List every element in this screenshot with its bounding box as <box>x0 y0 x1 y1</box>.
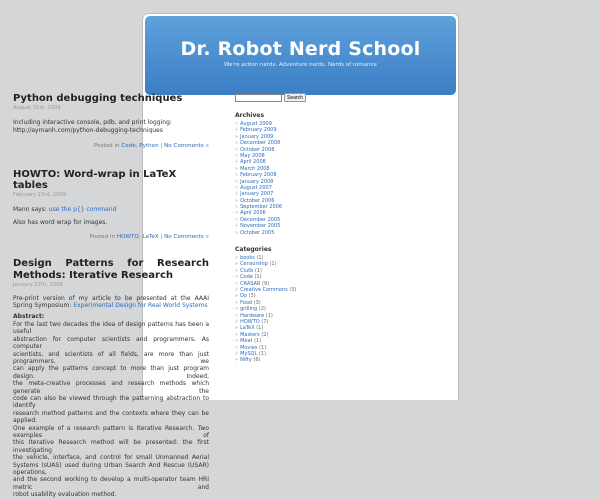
archive-link[interactable]: May 2008 <box>240 152 265 159</box>
abstract-line: abstraction for computer scientists and programmers. As computer <box>13 335 209 351</box>
abstract-line: scientists, and scientists of all fields, are more than just programmers, we <box>13 350 209 365</box>
category-count: (3) <box>252 299 261 306</box>
post-date: January 27th, 2009 <box>13 282 63 289</box>
bullet-icon: » <box>235 344 239 351</box>
archive-link[interactable]: November 2005 <box>240 223 281 230</box>
search-button[interactable]: Search <box>284 93 306 102</box>
category-count: (7) <box>259 318 269 325</box>
archive-link[interactable]: September 2006 <box>240 204 283 211</box>
category-item <box>235 357 305 363</box>
bullet-icon: » <box>235 261 239 268</box>
category-count: (1) <box>252 338 262 345</box>
category-count: (3) <box>287 286 297 293</box>
category-link[interactable]: Python <box>139 143 159 150</box>
bullet-icon: » <box>235 286 239 293</box>
bullet-icon: » <box>235 127 239 134</box>
archives-heading: Archives <box>235 112 265 119</box>
archive-link[interactable]: August 2009 <box>240 121 272 127</box>
post <box>13 93 209 151</box>
archive-link[interactable]: January 2008 <box>240 178 274 185</box>
category-link[interactable]: books <box>240 255 255 262</box>
category-count: (1) <box>264 312 273 319</box>
category-link[interactable]: Censorship <box>240 261 268 268</box>
bullet-icon: » <box>235 216 239 223</box>
bullet-icon: » <box>235 165 239 172</box>
archive-link[interactable]: April 2008 <box>240 159 266 166</box>
category-link[interactable]: MySQL <box>240 350 258 357</box>
bullet-icon: » <box>235 267 239 274</box>
category-link[interactable]: grilling <box>240 306 258 313</box>
abstract-line: can apply the patterns concept to more than just program design. Indeed, <box>13 365 209 380</box>
search-form <box>235 93 305 102</box>
abstract-line: research method patterns and the contexts where they can be applied. <box>13 409 209 425</box>
bullet-icon: » <box>235 306 239 313</box>
category-count: (1) <box>252 274 262 281</box>
bullet-icon: » <box>235 357 239 364</box>
comments-link[interactable]: No Comments » <box>164 233 209 240</box>
category-count: (1) <box>254 325 264 332</box>
archive-link[interactable]: December 2005 <box>240 216 281 223</box>
post-entry <box>13 206 209 227</box>
abstract-line: For the last two decades the idea of design patterns has been a useful <box>13 320 209 336</box>
archive-link[interactable]: April 2006 <box>240 210 266 217</box>
archive-link[interactable]: October 2005 <box>240 229 275 236</box>
comments-link[interactable]: No Comments » <box>164 143 209 150</box>
search-input[interactable] <box>235 94 282 102</box>
post-text: Pre-print version of my article to be presented at the AAAI Spring Symposium: <box>13 294 209 310</box>
archive-link[interactable]: October 2008 <box>240 146 275 153</box>
abstract-line: the meta-creative processes and research methods which generate the <box>13 380 209 395</box>
archive-link[interactable]: October 2006 <box>240 197 275 204</box>
category-link[interactable]: LaTeX <box>142 233 159 240</box>
blog-description: We're action nerds. Adventure nerds. Nerds of romance <box>224 62 377 68</box>
category-link[interactable]: Masters <box>240 331 260 338</box>
bullet-icon: » <box>235 140 239 147</box>
archive-link[interactable]: August 2007 <box>240 184 272 191</box>
bullet-icon: » <box>235 133 239 140</box>
abstract-text <box>13 321 209 499</box>
category-count: (1) <box>254 255 264 262</box>
bullet-icon: » <box>235 146 239 153</box>
bullet-icon: » <box>235 350 239 357</box>
bullet-icon: » <box>235 255 239 262</box>
category-link[interactable]: Meat <box>240 338 253 345</box>
archive-link[interactable]: February 2008 <box>240 172 277 179</box>
bullet-icon: » <box>235 121 239 127</box>
main-content <box>13 93 209 499</box>
post-date: February 23rd, 2009 <box>13 191 67 198</box>
bullet-icon: » <box>235 274 239 281</box>
bullet-icon: » <box>235 191 239 198</box>
abstract-line: this Iterative Research method will be presented: the first investigating <box>13 439 209 454</box>
category-link[interactable]: Do <box>240 293 247 300</box>
archive-link[interactable]: January 2009 <box>240 133 274 140</box>
bullet-icon: » <box>235 229 239 236</box>
post-entry <box>13 119 209 134</box>
category-link[interactable]: Code <box>240 274 253 281</box>
archive-link[interactable]: December 2008 <box>240 140 281 147</box>
bullet-icon: » <box>235 331 239 338</box>
bullet-icon: » <box>235 172 239 179</box>
category-count: (1) <box>257 350 266 357</box>
bullet-icon: » <box>235 197 239 204</box>
categories-heading: Categories <box>235 246 272 254</box>
post-link[interactable]: Experimental Design for Real World Systems <box>73 302 208 310</box>
category-count: (2) <box>257 306 266 313</box>
archive-link[interactable]: March 2008 <box>240 165 270 172</box>
category-count: (3) <box>246 293 256 300</box>
post-title[interactable]: HOWTO: Word-wrap in LaTeX tables <box>13 168 177 191</box>
category-link[interactable]: Food <box>240 299 253 306</box>
category-count: (2) <box>259 331 269 338</box>
abstract-line: Systems (sUAS) used during Urban Search And Rescue (USAR) operations, <box>13 461 209 476</box>
category-count: (1) <box>253 267 262 274</box>
post-title[interactable]: Python debugging techniques <box>13 93 183 104</box>
post-text: Including interactive console, pdb, and print logging: <box>13 119 172 127</box>
category-link[interactable]: CRASAR <box>240 280 261 287</box>
post-meta: Posted in Code, Python | No Comments » <box>94 143 209 150</box>
category-link[interactable]: Nifty <box>240 357 252 364</box>
abstract-line: robot usability evaluation method. <box>13 491 117 499</box>
bullet-icon: » <box>235 299 239 306</box>
category-count: (9) <box>260 280 270 287</box>
category-count: (1) <box>257 344 267 351</box>
bullet-icon: » <box>235 159 239 166</box>
post-link[interactable]: use the p{} command <box>48 206 117 214</box>
post-meta: Posted in HOWTO, LaTeX | No Comments » <box>89 233 209 240</box>
categories-list <box>235 255 305 364</box>
category-link[interactable]: Creative Commons <box>240 286 288 293</box>
archive-link[interactable]: February 2009 <box>240 127 277 134</box>
bullet-icon: » <box>235 152 239 159</box>
archives-list <box>235 121 305 236</box>
category-count: (6) <box>251 357 261 364</box>
post-date: August 31st, 2009 <box>13 105 61 111</box>
bullet-icon: » <box>235 318 239 325</box>
archive-item <box>235 230 305 236</box>
posted-in-label: Posted in <box>94 143 120 150</box>
abstract-line: the vehicle, interface, and control for small Unmanned Aerial <box>13 454 209 462</box>
blog-title[interactable]: Dr. Robot Nerd School <box>180 38 421 60</box>
post <box>13 258 209 498</box>
bullet-icon: » <box>235 223 239 230</box>
bullet-icon: » <box>235 210 239 217</box>
bullet-icon: » <box>235 204 239 211</box>
abstract-line: and the second working to develop a multi-operator team HRI metric and <box>13 476 209 491</box>
category-link[interactable]: Movies <box>240 344 258 351</box>
category-link[interactable]: Code <box>121 143 136 150</box>
post <box>13 169 209 242</box>
category-link[interactable]: HOWTO <box>116 233 139 240</box>
post-text: http://aymanh.com/python-debugging-techniques <box>13 126 163 134</box>
bullet-icon: » <box>235 325 239 332</box>
abstract-label: Abstract: <box>13 313 45 321</box>
category-link[interactable]: Hardware <box>240 312 265 319</box>
bullet-icon: » <box>235 338 239 345</box>
category-link[interactable]: LaTeX <box>240 325 255 332</box>
category-link[interactable]: Clutb <box>240 267 254 274</box>
bullet-icon: » <box>235 178 239 185</box>
bullet-icon: » <box>235 293 239 300</box>
abstract-line: One example of a research pattern is Iterative Research. Two examples of <box>13 424 209 439</box>
archive-link[interactable]: January 2007 <box>240 191 274 198</box>
post-text: Mann says: <box>13 206 47 214</box>
bullet-icon: » <box>235 184 239 191</box>
abstract-line: code can also be viewed through the patterning abstraction to identify <box>13 394 209 410</box>
post-text: Also has word wrap for images. <box>13 219 108 227</box>
category-count: (1) <box>267 261 277 268</box>
post-title[interactable]: Design Patterns for Research Methods: Iterative Research <box>13 258 209 281</box>
bullet-icon: » <box>235 280 239 287</box>
category-link[interactable]: HOWTO <box>240 318 260 325</box>
post-entry <box>13 295 209 499</box>
sidebar <box>235 93 305 364</box>
blog-header <box>145 16 456 95</box>
bullet-icon: » <box>235 312 239 319</box>
posted-in-label: Posted in <box>89 233 116 240</box>
